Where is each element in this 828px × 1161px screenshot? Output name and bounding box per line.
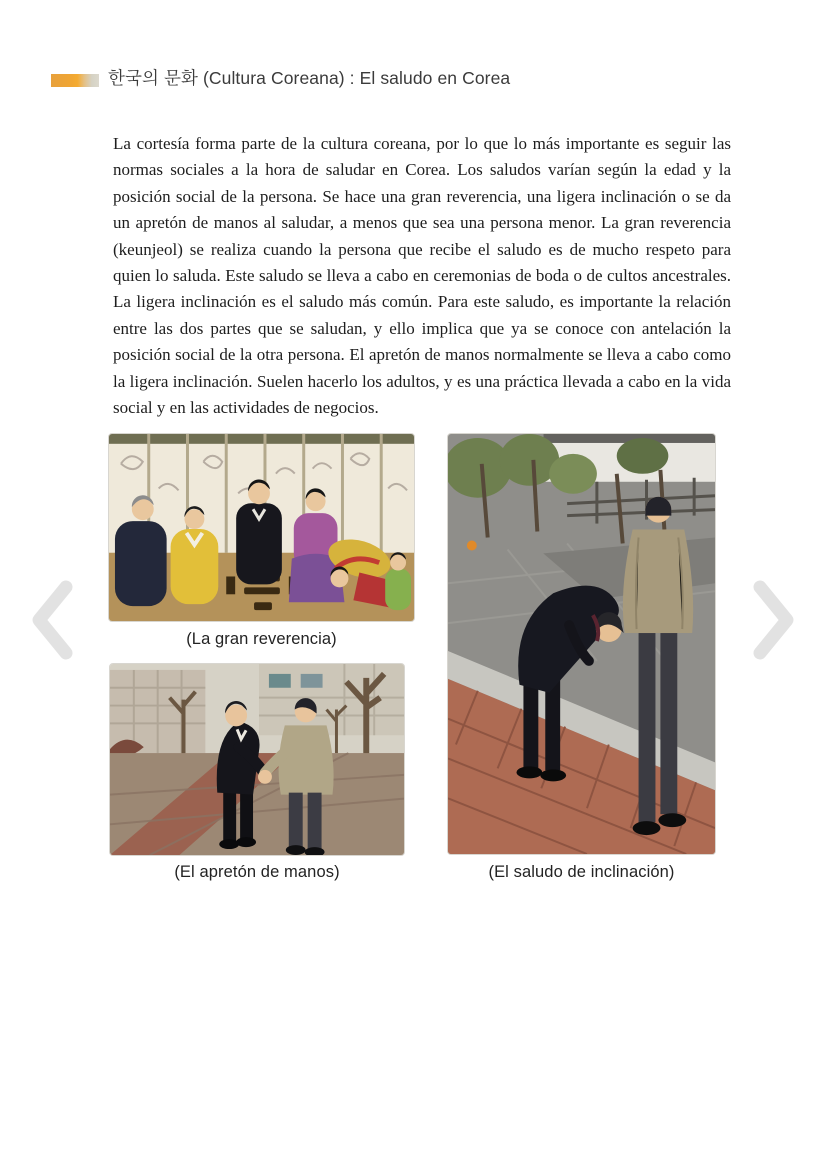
bowing-greeting-photo: [447, 433, 716, 855]
prev-page-button[interactable]: [26, 578, 78, 662]
accent-bar: [51, 74, 99, 87]
body-paragraph: La cortesía forma parte de la cultura coreana, por lo que lo más importante es seguir las normas sociales a la hora de saludar en Corea. Los saludos varían según la edad y la posición social de la persona. Se hace una gran reverencia, una ligera inclinación o se da un apretón de manos al saludar, a menos que sea una persona menor. La gran reverencia (keunjeol) se realiza cuando la persona que recibe el saludo es de mucho respeto para quien lo saluda. Este saludo se lleva a cabo en ceremonias de boda o de cultos ancestrales. La ligera inclinación es el saludo más común. Para este saludo, es importante la relación entre las dos partes que se saludan, y ello implica que ya se conoce con antelación la posición social de la otra persona. El apretón de manos normalmente se lleva a cabo como la ligera inclinación. Suelen hacerlo los adultos, y es una práctica llevada a cabo en la vida social y en las actividades de negocios.: [113, 134, 731, 418]
figure-caption: (La gran reverencia): [186, 630, 337, 648]
handshake-photo-illustration: [110, 664, 404, 855]
page-title: 한국의 문화 (Cultura Coreana) : El saludo en Corea: [108, 68, 511, 88]
figure-caption: (El apretón de manos): [174, 863, 340, 881]
figure-handshake: [109, 663, 405, 881]
chevron-left-icon: [26, 578, 78, 662]
bowing-greeting-photo-illustration: [448, 434, 715, 854]
next-page-button[interactable]: [748, 578, 800, 662]
handshake-photo: [109, 663, 405, 856]
great-bow-photo-illustration: [109, 434, 414, 621]
chevron-right-icon: [748, 578, 800, 662]
figure-great-bow: [108, 433, 415, 648]
figure-caption: (El saludo de inclinación): [488, 863, 675, 881]
great-bow-ceremony-photo: [108, 433, 415, 622]
figure-bow-greeting: [447, 433, 716, 881]
